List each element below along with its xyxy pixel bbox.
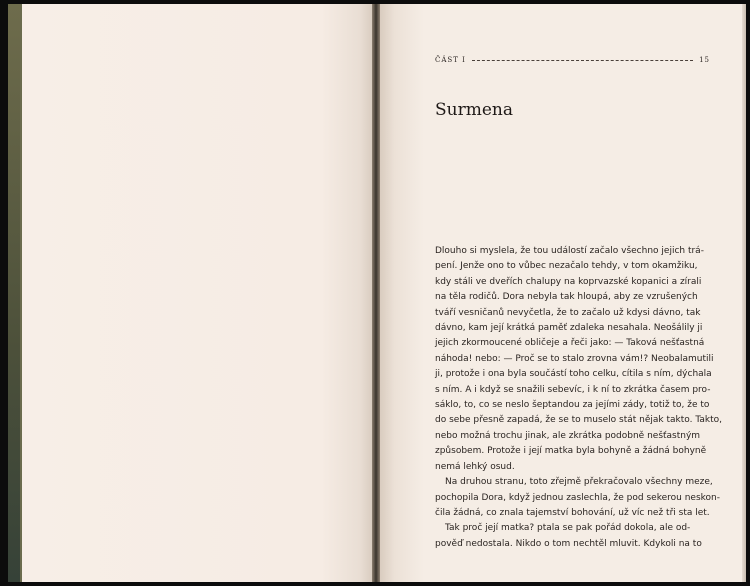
text-line: na těla rodičů. Dora nebyla tak hloupá, aby ze vzrušených (435, 292, 698, 303)
text-line: nemá lehký osud. (435, 461, 515, 472)
text-line: kdy stáli ve dveřích chalupy na koprvazské kopanici a zírali (435, 276, 702, 287)
right-page (380, 4, 746, 582)
text-line: pochopila Dora, když jednou zaslechla, že pod sekerou neskon- (435, 492, 720, 503)
text-line: tváří vesničanů nevyčetla, že to začalo už kdysi dávno, tak (435, 307, 701, 318)
text-line: Tak proč její matka? ptala se pak pořád dokola, ale od- (445, 523, 691, 534)
left-page-blank (20, 4, 374, 582)
text-line: dávno, kam její krátká paměť zdaleka nesahala. Neošálily ji (435, 323, 703, 334)
page-edge-shadow (742, 4, 746, 582)
running-head-part: ČÁST I (435, 56, 466, 64)
book-spread (8, 4, 746, 582)
book-cover-edge (8, 4, 20, 582)
text-line: jejich zkormoucené obličeje a řeči jako: — Taková nešťastná (435, 338, 705, 349)
text-line: nebo možná trochu jinak, ale zkrátka podobně nešťastným (435, 430, 701, 441)
running-head (435, 56, 710, 64)
page-number: 15 (699, 56, 710, 64)
body-text (435, 244, 722, 552)
text-line: čila žádná, co znala tajemství bohování, už víc než tři sta let. (435, 507, 710, 518)
book-gutter (372, 4, 380, 582)
text-line: sáklo, to, co se neslo šeptandou za jejími zády, totiž to, že to (435, 400, 710, 411)
text-line: pení. Jenže ono to vůbec nezačalo tehdy, v tom okamžiku, (435, 261, 698, 272)
text-line: s ním. A i když se snažili sebevíc, i k ní to zkrátka časem pro- (435, 384, 711, 395)
chapter-title: Surmena (435, 100, 513, 120)
text-line: do sebe přesně zapadá, že se to muselo stát nějak takto. Takto, (435, 415, 722, 426)
running-head-rule (472, 60, 693, 61)
text-line: způsobem. Protože i její matka byla bohyně a žádná bohyně (435, 446, 707, 457)
text-line: pověď nedostala. Nikdo o tom nechtěl mluvit. Kdykoli na to (435, 538, 702, 549)
text-line: náhoda! nebo: — Proč se to stalo zrovna vám!? Neobalamutili (435, 353, 714, 364)
text-line: ji, protože i ona byla součástí toho celku, cítila s ním, dýchala (435, 369, 712, 380)
text-line: Na druhou stranu, toto zřejmě překračovalo všechny meze, (445, 477, 713, 488)
text-line: Dlouho si myslela, že tou událostí začalo všechno jejich trá- (435, 246, 704, 256)
